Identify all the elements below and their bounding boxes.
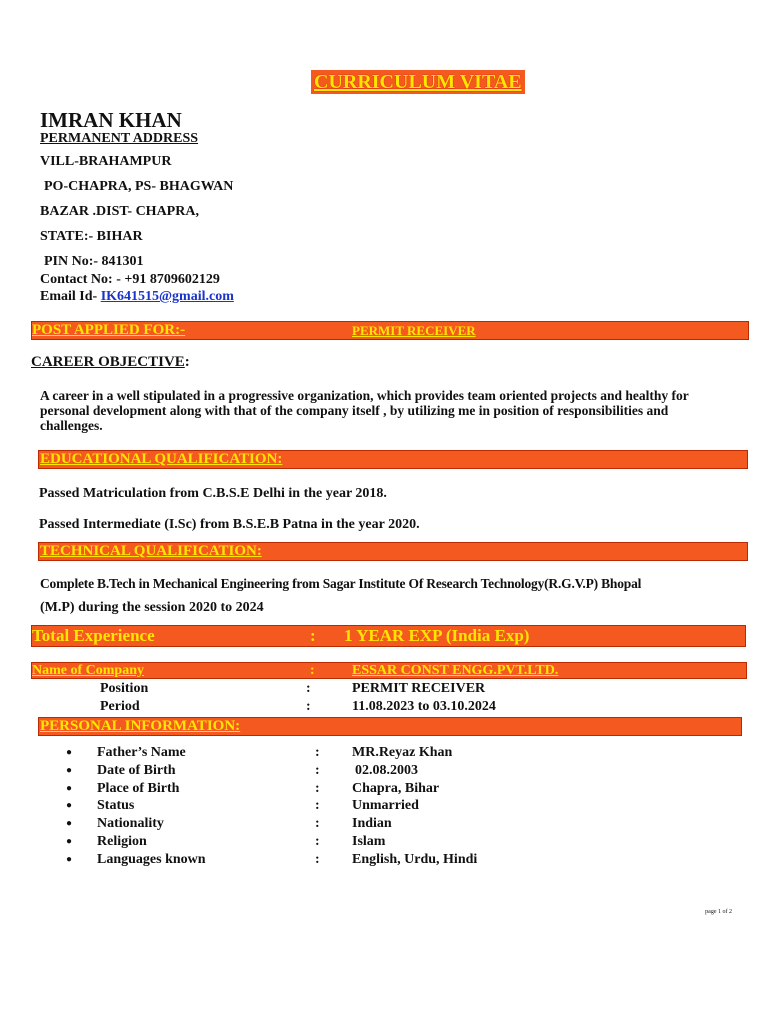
company-colon: : [310,663,315,678]
personal-colon: : [315,834,320,849]
list-bullet: ● [66,747,73,758]
personal-value: Unmarried [352,798,419,813]
position-colon: : [306,681,311,696]
experience-bar [31,625,746,647]
list-bullet: ● [66,818,73,829]
company-bar [31,662,747,679]
technical-line-2: (M.P) during the session 2020 to 2024 [40,600,264,615]
email-link[interactable]: IK641515@gmail.com [100,289,234,304]
experience-value: 1 YEAR EXP (India Exp) [344,626,530,645]
post-applied-bar [31,321,749,340]
address-line-1: VILL-BRAHAMPUR [40,154,172,169]
personal-label: Status [97,798,135,813]
personal-heading-bar [38,717,742,736]
address-heading: PERMANENT ADDRESS [40,131,199,146]
personal-value: Islam [352,834,386,849]
education-heading-bar [38,450,748,469]
period-label: Period [100,699,140,714]
list-bullet: ● [66,765,73,776]
career-objective-heading: CAREER OBJECTIVE: [31,354,190,370]
personal-colon: : [315,798,320,813]
document-title: CURRICULUM VITAE [311,70,525,94]
education-heading: EDUCATIONAL QUALIFICATION: [40,451,283,467]
personal-colon: : [315,745,320,760]
position-label: Position [100,681,149,696]
education-item-1: Passed Matriculation from C.B.S.E Delhi in the year 2018. [39,486,387,501]
list-bullet: ● [66,836,73,847]
company-label: Name of Company [32,663,144,678]
candidate-name: IMRAN KHAN [40,108,182,132]
personal-heading: PERSONAL INFORMATION: [40,718,241,734]
email-label: Email Id- [40,289,98,304]
personal-label: Languages known [97,852,206,867]
list-bullet: ● [66,783,73,794]
education-item-2: Passed Intermediate (I.Sc) from B.S.E.B Patna in the year 2020. [39,517,420,532]
experience-colon: : [310,626,316,645]
post-applied-value: PERMIT RECEIVER [352,323,476,338]
period-value: 11.08.2023 to 03.10.2024 [352,699,496,714]
personal-label: Place of Birth [97,781,180,796]
email-row [40,289,234,305]
period-colon: : [306,699,311,714]
technical-heading: TECHNICAL QUALIFICATION: [40,543,262,559]
position-value: PERMIT RECEIVER [352,681,486,696]
contact-number: Contact No: - +91 8709602129 [40,272,220,287]
company-value: ESSAR CONST ENGG.PVT.LTD. [352,663,559,678]
list-bullet: ● [66,854,73,865]
address-line-3: BAZAR .DIST- CHAPRA, [40,204,199,219]
personal-value: 02.08.2003 [355,763,418,778]
personal-value: Indian [352,816,392,831]
personal-colon: : [315,816,320,831]
page-number: page 1 of 2 [705,909,732,915]
address-pin: PIN No:- 841301 [44,254,144,269]
personal-colon: : [315,781,320,796]
technical-heading-bar [38,542,748,561]
technical-line-1: Complete B.Tech in Mechanical Engineering from Sagar Institute Of Research Technology(R.G.V.P) Bhopal [40,576,642,591]
post-applied-label: POST APPLIED FOR:- [32,322,186,338]
personal-colon: : [315,763,320,778]
personal-value: MR.Reyaz Khan [352,745,453,760]
personal-label: Religion [97,834,147,849]
personal-colon: : [315,852,320,867]
career-objective-text: A career in a well stipulated in a progressive organization, which provides team oriented projects and healthy for personal development along with that of the company itself , by utilizing me in position of responsibilities and challenges. [40,388,689,433]
address-line-2: PO-CHAPRA, PS- BHAGWAN [44,179,234,194]
personal-value: English, Urdu, Hindi [352,852,478,867]
experience-label: Total Experience [32,626,155,645]
personal-label: Nationality [97,816,164,831]
personal-value: Chapra, Bihar [352,781,440,796]
personal-label: Date of Birth [97,763,176,778]
personal-label: Father’s Name [97,745,186,760]
list-bullet: ● [66,800,73,811]
address-line-4: STATE:- BIHAR [40,229,143,244]
